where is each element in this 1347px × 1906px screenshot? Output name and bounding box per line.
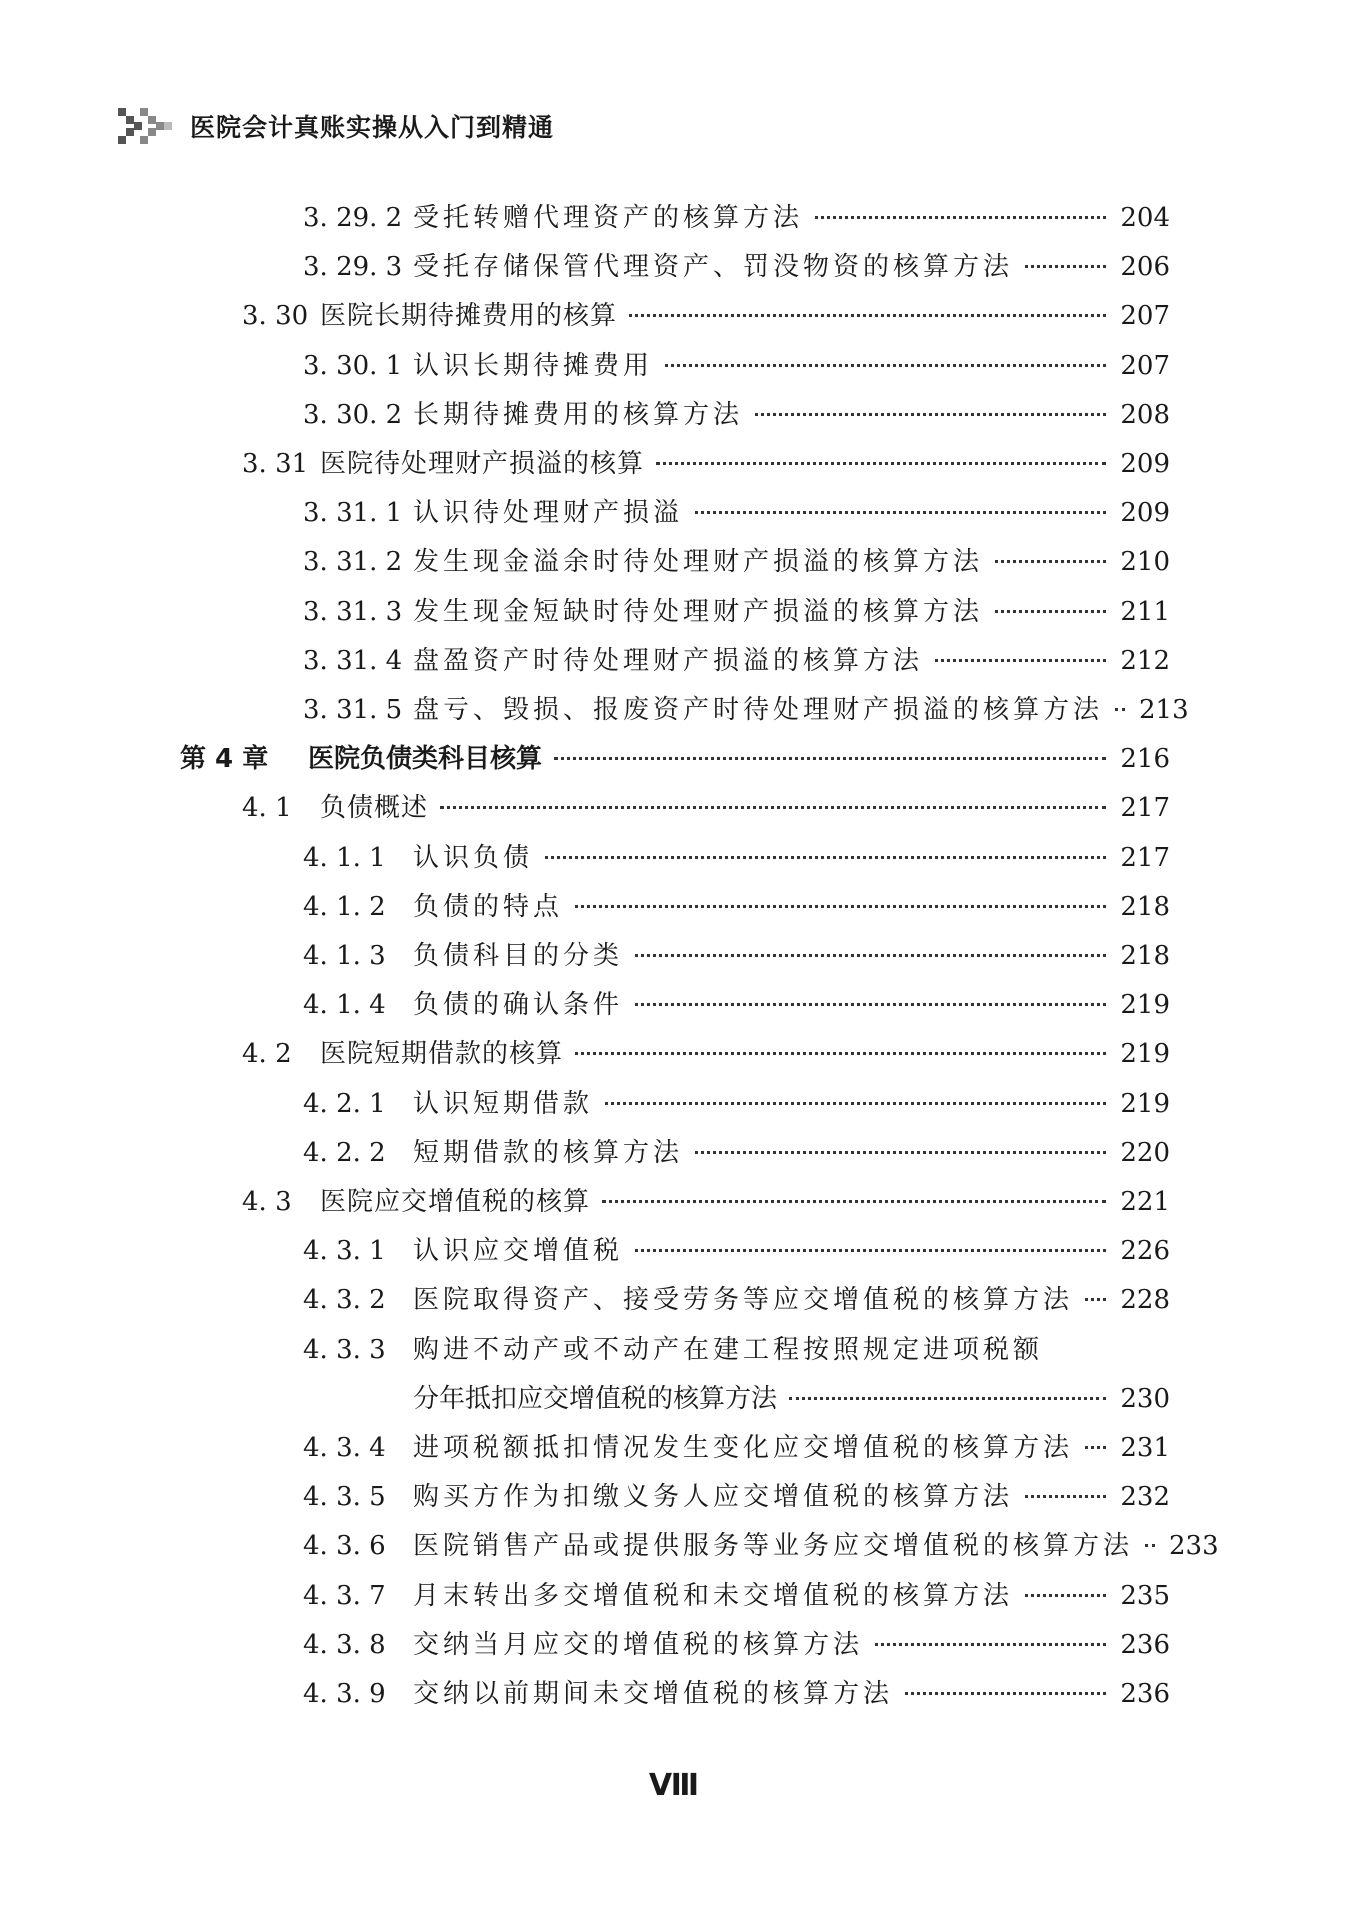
toc-entry-number: 第 4 章 — [180, 744, 269, 775]
toc-entry-number: 4. 3. 9 — [303, 1679, 386, 1709]
toc-entry-title: 认识待处理财产损溢 — [413, 498, 684, 529]
toc-entry[interactable] — [303, 690, 1189, 730]
toc-entry[interactable] — [303, 542, 1170, 582]
toc-entry-page: 230 — [1120, 1383, 1170, 1414]
toc-leader-dots — [695, 1151, 1106, 1154]
toc-entry-title: 认识负债 — [413, 842, 534, 873]
toc-entry[interactable] — [303, 985, 1170, 1025]
toc-entry-title: 受托转赠代理资产的核算方法 — [413, 203, 804, 233]
toc-entry[interactable] — [303, 247, 1170, 287]
toc-entry-number: 3. 31. 3 — [303, 596, 403, 627]
toc-leader-dots — [789, 1397, 1106, 1400]
toc-entry-title: 负债科目的分类 — [413, 941, 624, 971]
toc-entry-number: 4. 3. 4 — [303, 1433, 386, 1463]
toc-entry-page: 236 — [1120, 1679, 1170, 1709]
toc-leader-dots — [1085, 1298, 1106, 1301]
toc-entry-page: 208 — [1120, 399, 1170, 430]
toc-leader-dots — [575, 1052, 1106, 1055]
toc-entry-page: 220 — [1120, 1137, 1170, 1168]
toc-entry-page: 218 — [1120, 891, 1170, 922]
toc-entry-page: 219 — [1120, 1039, 1170, 1070]
toc-entry-page: 219 — [1120, 1088, 1170, 1119]
toc-entry-page: 216 — [1120, 744, 1170, 775]
toc-entry-title: 进项税额抵扣情况发生变化应交增值税的核算方法 — [413, 1433, 1074, 1463]
toc-entry-number: 3. 31. 2 — [303, 547, 403, 578]
toc-entry-number: 4. 1. 4 — [303, 990, 386, 1021]
toc-entry-number: 4. 1 — [242, 793, 292, 824]
toc-entry[interactable] — [303, 1526, 1219, 1566]
toc-entry-page: 204 — [1120, 203, 1170, 233]
toc-entry-title: 盘盈资产时待处理财产损溢的核算方法 — [413, 645, 924, 676]
toc-entry[interactable] — [180, 739, 1170, 779]
toc-entry-number: 4. 2. 2 — [303, 1137, 386, 1168]
toc-entry[interactable] — [303, 198, 1170, 238]
toc-entry-title: 负债的特点 — [413, 891, 564, 922]
toc-entry-page: 209 — [1120, 449, 1170, 479]
toc-entry-number: 4. 3 — [242, 1187, 292, 1217]
toc-leader-dots — [1115, 708, 1125, 711]
toc-leader-dots — [905, 1692, 1106, 1695]
toc-entry-title: 发生现金短缺时待处理财产损溢的核算方法 — [413, 596, 984, 627]
toc-leader-dots — [575, 905, 1106, 908]
toc-leader-dots — [554, 757, 1106, 760]
toc-entry[interactable] — [303, 1477, 1170, 1517]
toc-leader-dots — [605, 1102, 1106, 1105]
toc-entry-title: 医院取得资产、接受劳务等应交增值税的核算方法 — [413, 1285, 1074, 1316]
toc-entry-number: 3. 29. 3 — [303, 252, 403, 283]
toc-leader-dots — [656, 462, 1106, 465]
toc-leader-dots — [1025, 1495, 1106, 1498]
toc-leader-dots — [1025, 1594, 1106, 1597]
toc-entry-number: 3. 30. 2 — [303, 399, 403, 430]
toc-entry-title: 月末转出多交增值税和未交增值税的核算方法 — [413, 1580, 1014, 1611]
toc-entry[interactable] — [242, 1034, 1170, 1074]
toc-entry-page: 228 — [1120, 1285, 1170, 1316]
toc-entry-title: 医院长期待摊费用的核算 — [320, 301, 618, 332]
toc-entry-title: 医院销售产品或提供服务等业务应交增值税的核算方法 — [413, 1531, 1134, 1562]
toc-entry[interactable] — [303, 887, 1170, 927]
toc-entry-page: 219 — [1120, 990, 1170, 1021]
toc-entry[interactable] — [303, 1428, 1170, 1468]
toc-entry-number: 3. 31. 4 — [303, 645, 403, 676]
toc-entry-title: 盘亏、毁损、报废资产时待处理财产损溢的核算方法 — [413, 695, 1104, 725]
toc-entry-page: 221 — [1120, 1187, 1170, 1217]
toc-entry-page: 218 — [1120, 941, 1170, 971]
toc-leader-dots — [440, 806, 1106, 809]
toc-entry[interactable] — [303, 1133, 1170, 1173]
toc-entry-number: 4. 1. 3 — [303, 941, 386, 971]
toc-leader-dots — [1145, 1544, 1155, 1547]
toc-entry-number: 3. 30 — [242, 301, 309, 332]
toc-entry-title: 分年抵扣应交增值税的核算方法 — [413, 1383, 778, 1414]
toc-entry-page: 210 — [1120, 547, 1170, 578]
toc-entry-number: 4. 3. 5 — [303, 1482, 386, 1513]
toc-entry-title: 受托存储保管代理资产、罚没物资的核算方法 — [413, 252, 1014, 283]
toc-entry-title: 长期待摊费用的核算方法 — [413, 399, 744, 430]
toc-leader-dots — [935, 659, 1106, 662]
toc-entry-page: 217 — [1120, 793, 1170, 824]
toc-leader-dots — [995, 610, 1106, 613]
toc-leader-dots — [755, 413, 1106, 416]
toc-entry-number: 4. 3. 1 — [303, 1236, 386, 1267]
toc-entry-title: 医院短期借款的核算 — [320, 1039, 564, 1070]
chevron-logo-icon — [118, 108, 174, 144]
toc-leader-dots — [635, 954, 1106, 957]
toc-entry[interactable] — [413, 1379, 1170, 1419]
toc-entry[interactable] — [242, 296, 1170, 336]
toc-entry[interactable] — [242, 1182, 1170, 1222]
toc-leader-dots — [815, 216, 1106, 219]
toc-entry[interactable] — [303, 936, 1170, 976]
toc-entry-page: 233 — [1169, 1531, 1219, 1562]
page-number: Ⅷ — [648, 1768, 699, 1803]
toc-entry-number: 4. 3. 3 — [303, 1334, 386, 1365]
toc-leader-dots — [545, 856, 1106, 859]
toc-entry-title: 交纳当月应交的增值税的核算方法 — [413, 1629, 864, 1660]
toc-leader-dots — [695, 511, 1106, 514]
toc-leader-dots — [602, 1200, 1106, 1203]
toc-entry-number: 4. 1. 2 — [303, 891, 386, 922]
toc-entry-number: 4. 3. 6 — [303, 1531, 386, 1562]
toc-entry-title: 购进不动产或不动产在建工程按照规定进项税额 — [413, 1334, 1044, 1365]
toc-entry[interactable] — [303, 1576, 1170, 1616]
toc-entry-page: 206 — [1120, 252, 1170, 283]
toc-entry[interactable] — [303, 592, 1170, 632]
toc-entry-number: 3. 31. 5 — [303, 695, 403, 725]
toc-entry-page: 217 — [1120, 842, 1170, 873]
toc-leader-dots — [1085, 1446, 1106, 1449]
toc-entry[interactable] — [242, 788, 1170, 828]
toc-entry[interactable] — [303, 395, 1170, 435]
toc-entry-number: 4. 3. 8 — [303, 1629, 386, 1660]
toc-leader-dots — [629, 314, 1106, 317]
toc-entry-title: 医院待处理财产损溢的核算 — [320, 449, 645, 479]
toc-entry-page: 213 — [1139, 695, 1189, 725]
toc-leader-dots — [635, 1249, 1106, 1252]
toc-entry-page: 207 — [1120, 301, 1170, 332]
toc-entry-title: 短期借款的核算方法 — [413, 1137, 684, 1168]
toc-entry-number: 4. 1. 1 — [303, 842, 386, 873]
toc-entry-number: 4. 2 — [242, 1039, 292, 1070]
toc-entry-title: 认识应交增值税 — [413, 1236, 624, 1267]
toc-entry-number: 4. 3. 2 — [303, 1285, 386, 1316]
toc-entry[interactable] — [303, 346, 1170, 386]
toc-entry-page: 235 — [1120, 1580, 1170, 1611]
running-header — [118, 106, 554, 146]
toc-entry[interactable] — [303, 493, 1170, 533]
toc-entry-page: 226 — [1120, 1236, 1170, 1267]
toc-entry-number: 3. 29. 2 — [303, 203, 403, 233]
toc-entry[interactable] — [303, 1084, 1170, 1124]
toc-leader-dots — [875, 1643, 1106, 1646]
toc-entry-page: 236 — [1120, 1629, 1170, 1660]
toc-entry-page: 231 — [1120, 1433, 1170, 1463]
toc-entry-page: 212 — [1120, 645, 1170, 676]
toc-entry-title: 购买方作为扣缴义务人应交增值税的核算方法 — [413, 1482, 1014, 1513]
toc-entry[interactable] — [303, 838, 1170, 878]
toc-entry[interactable] — [303, 1625, 1170, 1665]
toc-leader-dots — [1025, 265, 1106, 268]
toc-entry-page: 232 — [1120, 1482, 1170, 1513]
toc-entry[interactable] — [303, 1674, 1170, 1714]
toc-leader-dots — [665, 364, 1106, 367]
toc-entry-title: 医院应交增值税的核算 — [320, 1187, 591, 1217]
toc-entry-number: 3. 31 — [242, 449, 309, 479]
toc-entry-title: 负债的确认条件 — [413, 990, 624, 1021]
toc-entry-page: 209 — [1120, 498, 1170, 529]
book-title: 医院会计真账实操从入门到精通 — [190, 113, 555, 142]
toc-entry-title: 认识短期借款 — [413, 1088, 594, 1119]
toc-entry-title: 交纳以前期间未交增值税的核算方法 — [413, 1679, 894, 1709]
toc-entry-number: 4. 3. 7 — [303, 1580, 386, 1611]
toc-leader-dots — [995, 560, 1106, 563]
toc-entry-page: 207 — [1120, 350, 1170, 381]
toc-entry-number: 3. 30. 1 — [303, 350, 403, 381]
toc-entry-page: 211 — [1120, 596, 1170, 627]
toc-entry-number: 3. 31. 1 — [303, 498, 403, 529]
toc-entry[interactable] — [303, 1330, 1170, 1370]
toc-entry-title: 认识长期待摊费用 — [413, 350, 654, 381]
toc-entry[interactable] — [303, 1280, 1170, 1320]
toc-entry-title: 负债概述 — [320, 793, 429, 824]
toc-entry-title: 发生现金溢余时待处理财产损溢的核算方法 — [413, 547, 984, 578]
toc-entry[interactable] — [242, 444, 1170, 484]
toc-entry-number: 4. 2. 1 — [303, 1088, 386, 1119]
toc-entry-title: 医院负债类科目核算 — [308, 744, 543, 775]
toc-leader-dots — [635, 1003, 1106, 1006]
toc-entry[interactable] — [303, 1231, 1170, 1271]
toc-entry[interactable] — [303, 641, 1170, 681]
